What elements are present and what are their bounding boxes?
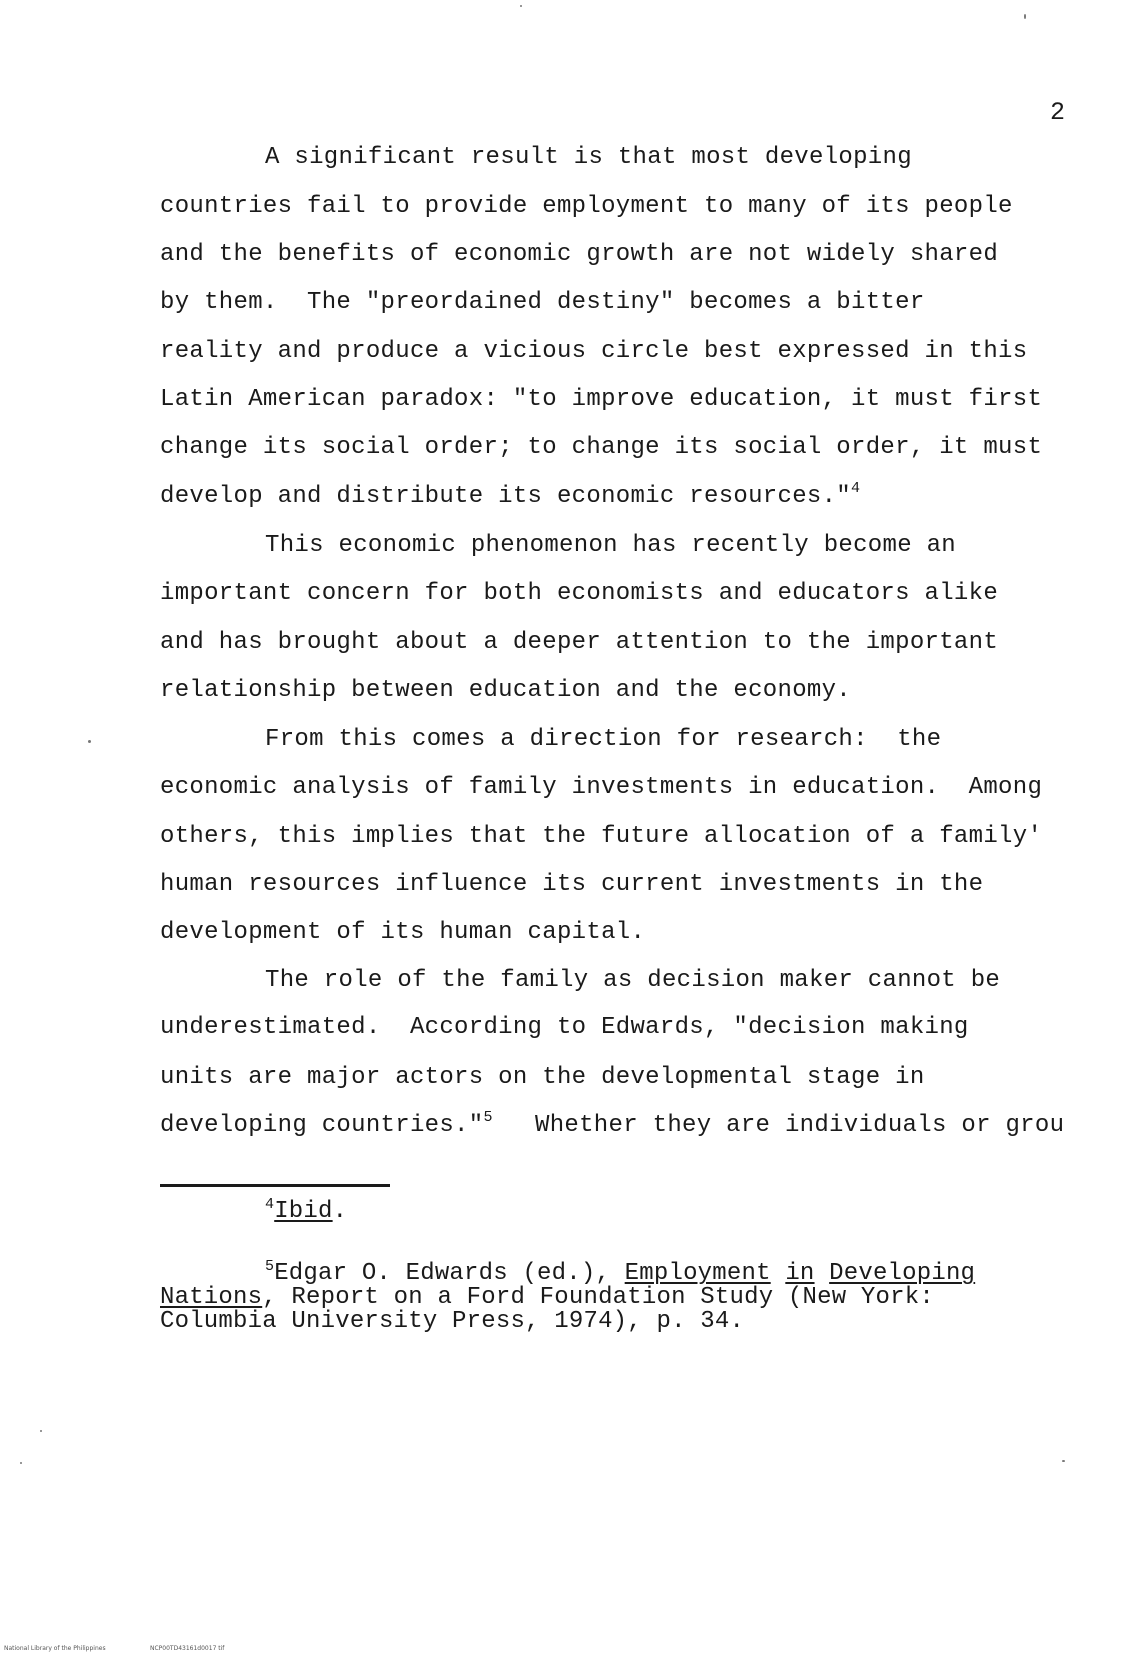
body-line: From this comes a direction for research: the bbox=[265, 726, 942, 753]
footnote-5-line-3: Columbia University Press, 1974), p. 34. bbox=[160, 1308, 745, 1335]
body-line-with-ref bbox=[160, 482, 860, 512]
body-line: develop and distribute its economic resources." bbox=[160, 483, 852, 510]
body-line: human resources influence its current investments in the bbox=[160, 871, 984, 898]
scan-footer bbox=[0, 1645, 1131, 1658]
footnote-5-author: Edgar O. Edwards (ed.), bbox=[274, 1260, 625, 1287]
footnote-4-text: Ibid bbox=[274, 1198, 333, 1225]
body-line: others, this implies that the future allocation of a family' bbox=[160, 823, 1043, 850]
body-line: The role of the family as decision maker cannot be bbox=[265, 967, 1001, 994]
footnote-4-period: . bbox=[332, 1198, 348, 1225]
body-line: by them. The "preordained destiny" becomes a bitter bbox=[160, 289, 925, 316]
body-line: countries fail to provide employment to many of its people bbox=[160, 193, 1013, 220]
scan-speck bbox=[1062, 1460, 1065, 1462]
scan-speck bbox=[520, 5, 522, 7]
body-line: reality and produce a vicious circle best expressed in this bbox=[160, 338, 1028, 365]
body-line: change its social order; to change its social order, it must bbox=[160, 434, 1043, 461]
footnote-5-title: Developing bbox=[829, 1260, 976, 1287]
body-line: underestimated. According to Edwards, "decision making bbox=[160, 1014, 969, 1041]
footnote-5-title: Nations bbox=[160, 1284, 263, 1311]
footnote-5-line-1 bbox=[265, 1258, 976, 1287]
footnote-5-title: Employment bbox=[624, 1260, 771, 1287]
body-line: Whether they are individuals or grou bbox=[535, 1112, 1065, 1139]
footnote-ref-5: 5 bbox=[483, 1109, 493, 1126]
body-line: development of its human capital. bbox=[160, 919, 646, 946]
scan-speck bbox=[40, 1430, 42, 1432]
body-line: relationship between education and the economy. bbox=[160, 677, 852, 704]
body-line: A significant result is that most developing bbox=[265, 144, 912, 171]
body-line: and has brought about a deeper attention to the important bbox=[160, 629, 999, 656]
footnote-4 bbox=[265, 1196, 348, 1225]
footnote-5-line-2 bbox=[160, 1286, 934, 1310]
body-line: important concern for both economists and educators alike bbox=[160, 580, 999, 607]
footnote-5-title: in bbox=[785, 1260, 815, 1287]
body-line: economic analysis of family investments in education. Among bbox=[160, 774, 1043, 801]
footer-right: NCP00TD43161d0017 tif bbox=[150, 1645, 225, 1652]
body-line: and the benefits of economic growth are not widely shared bbox=[160, 241, 999, 268]
footnote-rule bbox=[160, 1184, 390, 1187]
footnote-ref-4: 4 bbox=[851, 480, 861, 497]
footnote-5-marker: 5 bbox=[265, 1258, 275, 1275]
body-line: Latin American paradox: "to improve education, it must first bbox=[160, 386, 1043, 413]
body-line: units are major actors on the developmental stage in bbox=[160, 1064, 925, 1091]
footnote-4-marker: 4 bbox=[265, 1196, 275, 1213]
body-line-with-ref bbox=[160, 1111, 493, 1141]
footer-left: National Library of the Philippines bbox=[4, 1645, 106, 1652]
page-number: 2 bbox=[1050, 98, 1066, 127]
scan-speck bbox=[20, 1462, 22, 1464]
scan-speck bbox=[1024, 14, 1026, 19]
footnote-5-text: , Report on a Ford Foundation Study (New York: bbox=[262, 1284, 934, 1311]
body-line: This economic phenomenon has recently become an bbox=[265, 532, 957, 559]
body-line: developing countries." bbox=[160, 1112, 484, 1139]
scan-speck bbox=[88, 740, 91, 743]
